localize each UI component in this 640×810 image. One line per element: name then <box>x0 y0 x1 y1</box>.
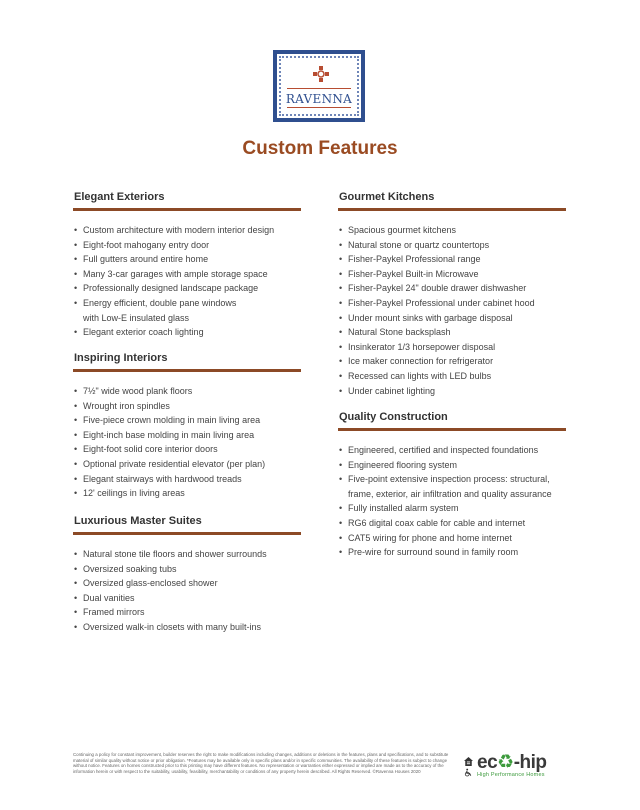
list-item: • Spacious gourmet kitchens <box>338 223 566 238</box>
list-item: • Fisher-Paykel Built-in Microwave <box>338 267 566 282</box>
list-item: • Recessed can lights with LED bulbs <box>338 369 566 384</box>
list-item: • Energy efficient, double pane windows <box>73 296 301 311</box>
section-inspiring-interiors <box>73 352 301 501</box>
section-gourmet-kitchens <box>338 191 566 398</box>
ecohip-suffix: -hip <box>513 752 547 773</box>
section-heading: Inspiring Interiors <box>73 352 301 372</box>
list-item: • Pre-wire for surround sound in family room <box>338 545 566 560</box>
page-title: Custom Features <box>242 138 398 159</box>
list-item: • Elegant exterior coach lighting <box>73 325 301 340</box>
list-item: • 7½" wide wood plank floors <box>73 384 301 399</box>
list-item: • Optional private residential elevator (per plan) <box>73 457 301 472</box>
list-item: • Fully installed alarm system <box>338 501 566 516</box>
list-item: • Engineered flooring system <box>338 458 566 473</box>
ravenna-logo <box>273 50 365 122</box>
section-elegant-exteriors <box>73 191 301 340</box>
list-item: • CAT5 wiring for phone and home internet <box>338 531 566 546</box>
brand-name: RAVENNA <box>285 92 353 106</box>
section-heading: Quality Construction <box>338 411 566 431</box>
ecohip-wordmark <box>477 753 547 773</box>
list-item: • Under mount sinks with garbage disposal <box>338 311 566 326</box>
list-item: • Ice maker connection for refrigerator <box>338 354 566 369</box>
logo-rule-bottom <box>287 107 351 108</box>
ecohip-tagline: High Performance Homes <box>477 772 545 778</box>
list-item: • Fisher-Paykel Professional range <box>338 252 566 267</box>
list-item: • Oversized walk-in closets with many built-ins <box>73 620 301 635</box>
section-heading: Elegant Exteriors <box>73 191 301 211</box>
list-item: • Oversized soaking tubs <box>73 562 301 577</box>
list-item: • Elegant stairways with hardwood treads <box>73 472 301 487</box>
section-luxurious-master-suites <box>73 515 301 635</box>
feature-list <box>73 384 301 501</box>
section-heading: Gourmet Kitchens <box>338 191 566 211</box>
feature-list <box>338 223 566 398</box>
list-item-continuation: with Low-E insulated glass <box>83 312 190 323</box>
list-item: • RG6 digital coax cable for cable and internet <box>338 516 566 531</box>
ecohip-prefix: ec <box>477 752 498 773</box>
list-item: • Oversized glass-enclosed shower <box>73 576 301 591</box>
list-item: • Natural stone tile floors and shower surrounds <box>73 547 301 562</box>
list-item: • Engineered, certified and inspected foundations <box>338 443 566 458</box>
accessibility-icon <box>464 768 472 777</box>
ecohip-logo <box>477 753 547 778</box>
list-item: • Five-piece crown molding in main living area <box>73 413 301 428</box>
recycle-leaf-icon: ♻ <box>497 752 514 773</box>
list-item: • Framed mirrors <box>73 605 301 620</box>
list-item: • Insinkerator 1/3 horsepower disposal <box>338 340 566 355</box>
list-item: • Fisher-Paykel Professional under cabinet hood <box>338 296 566 311</box>
section-heading: Luxurious Master Suites <box>73 515 301 535</box>
list-item: • Professionally designed landscape package <box>73 281 301 296</box>
list-item-continuation: frame, exterior, air infiltration and quality assurance <box>348 488 552 499</box>
list-item: • Custom architecture with modern interior design <box>73 223 301 238</box>
list-item: • Eight-foot mahogany entry door <box>73 238 301 253</box>
feature-list <box>338 443 566 560</box>
list-item: • Natural stone or quartz countertops <box>338 238 566 253</box>
list-item: • Fisher-Paykel 24" double drawer dishwasher <box>338 281 566 296</box>
list-item: • Under cabinet lighting <box>338 384 566 399</box>
list-item: • Wrought iron spindles <box>73 399 301 414</box>
section-quality-construction <box>338 411 566 560</box>
feature-list <box>73 223 301 340</box>
list-item: • 12' ceilings in living areas <box>73 486 301 501</box>
list-item: • Five-point extensive inspection process: structural, <box>338 472 566 487</box>
list-item: • Many 3-car garages with ample storage space <box>73 267 301 282</box>
feature-list <box>73 547 301 635</box>
list-item: • Dual vanities <box>73 591 301 606</box>
list-item: • Eight-foot solid core interior doors <box>73 442 301 457</box>
list-item: • Natural Stone backsplash <box>338 325 566 340</box>
emblem-icon <box>313 66 329 82</box>
list-item: • Full gutters around entire home <box>73 252 301 267</box>
equal-housing-icon <box>464 757 473 766</box>
legal-disclaimer: Continuing a policy for constant improvement, builder reserves the right to make modifications including changes, additions or deletions in the features, plans and specifications, and to substitute material of similar quality without notice or prior obligation. *Features may be available only in specific plans and/or in specific communities. The availability of these features is subject to change without notice. Features on homes constructed prior to this printing may have different features. No representation or warranties either expressed or implied are made as to the accuracy of the information herein or with respect to the suitability, usability, feasibility, merchantability or conditions of any property herein described. All Rights Reserved. ©Ravenna Houses 2020 <box>73 752 449 774</box>
logo-rule-top <box>287 88 351 89</box>
list-item: • Eight-inch base molding in main living area <box>73 428 301 443</box>
